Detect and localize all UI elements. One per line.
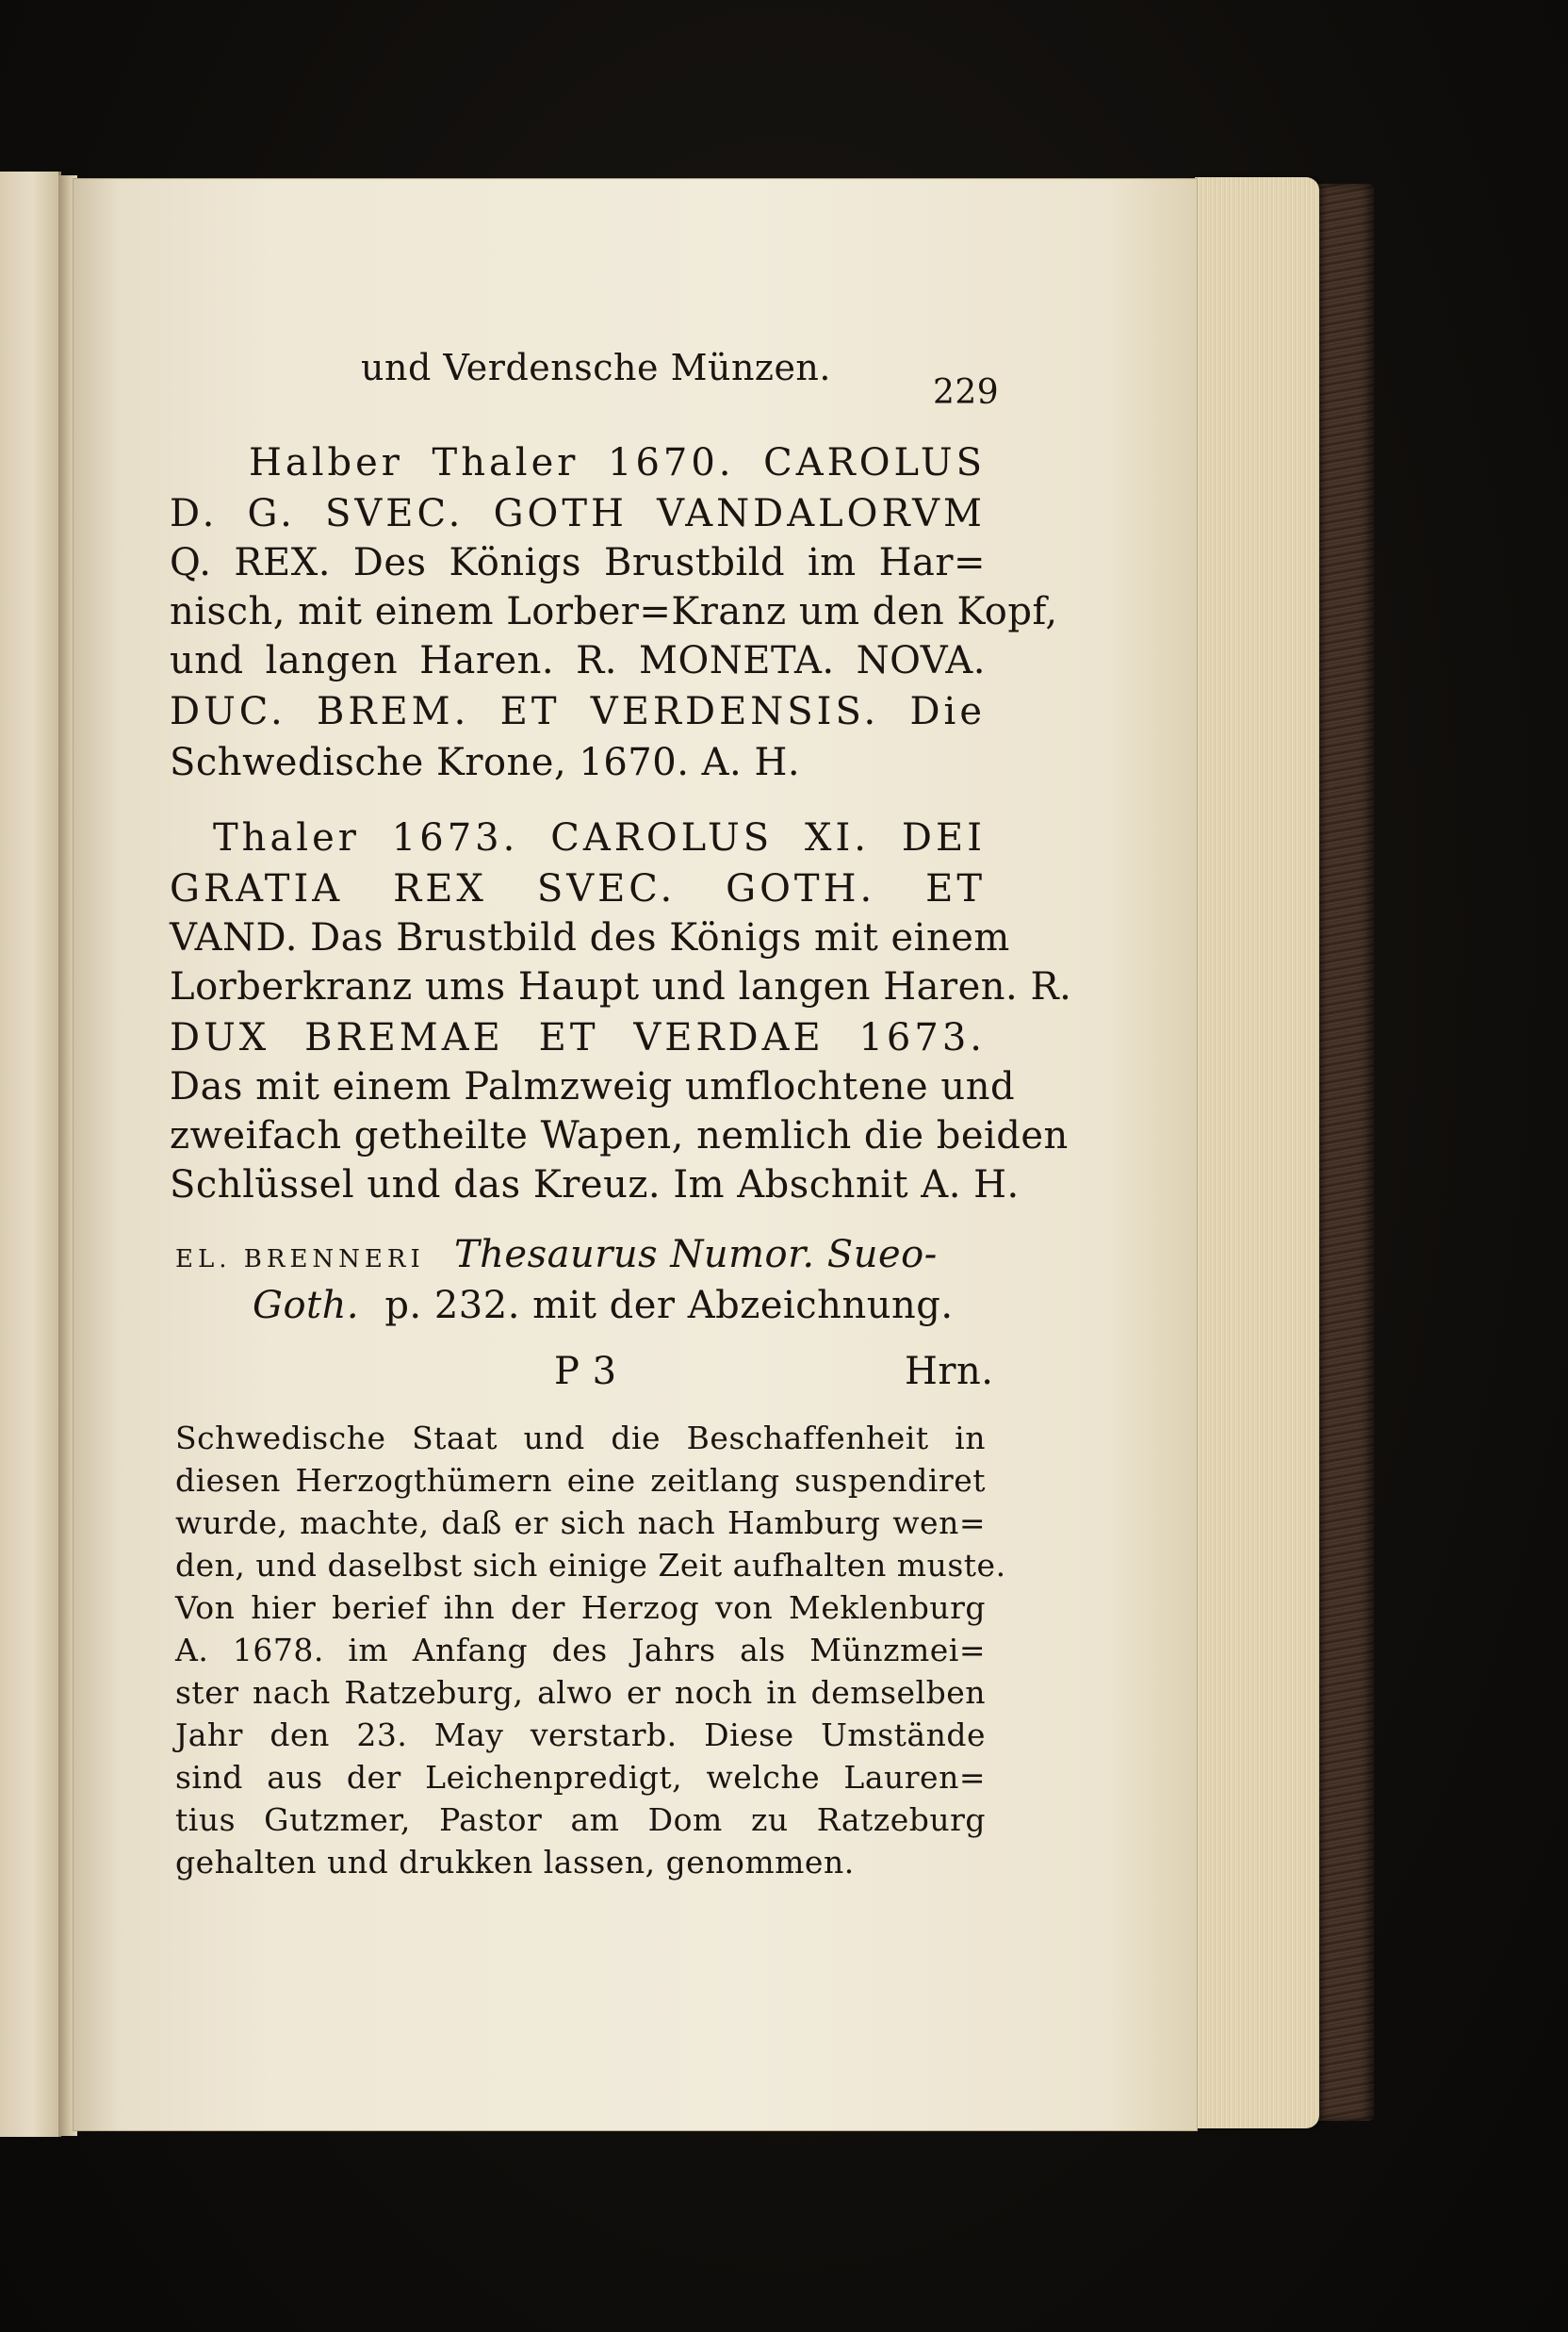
- paragraph-1-line: Halber Thaler 1670. CAROLUS: [249, 441, 986, 484]
- paragraph-1-line: Q. REX. Des Königs Brustbild im Har=: [170, 541, 986, 584]
- reference-rest: p. 232. mit der Abzeichnung.: [384, 1284, 954, 1327]
- paragraph-2-line: VAND. Das Brustbild des Königs mit einem: [170, 916, 1010, 960]
- page-number: 229: [933, 373, 1000, 412]
- signature-mark: P 3: [554, 1350, 617, 1393]
- paragraph-1-line: und langen Haren. R. MONETA. NOVA.: [170, 639, 986, 682]
- reference-line-2: [253, 1284, 954, 1327]
- footnote-line: ster nach Ratzeburg, alwo er noch in demselben: [175, 1674, 986, 1711]
- paragraph-2-line: Schlüssel und das Kreuz. Im Abschnit A. H.: [170, 1163, 1020, 1207]
- page-text: [74, 179, 1197, 2130]
- reference-line-1: [175, 1233, 986, 1276]
- paragraph-1-line: DUC. BREM. ET VERDENSIS. Die: [170, 690, 986, 733]
- reference-title-cont: Goth.: [253, 1284, 360, 1327]
- paragraph-2-line: zweifach getheilte Wapen, nemlich die beiden: [170, 1114, 1069, 1158]
- footnote-line: A. 1678. im Anfang des Jahrs als Münzmei=: [175, 1632, 986, 1668]
- footnote-line: Von hier berief ihn der Herzog von Meklenburg: [175, 1589, 986, 1626]
- footnote-line: Schwedische Staat und die Beschaffenheit in: [175, 1420, 986, 1456]
- paragraph-1-line: D. G. SVEC. GOTH VANDALORVM: [170, 492, 986, 535]
- paragraph-1-line: Schwedische Krone, 1670. A. H.: [170, 741, 801, 784]
- footnote-line: gehalten und drukken lassen, genommen.: [175, 1844, 855, 1880]
- paragraph-2-line: Thaler 1673. CAROLUS XI. DEI: [213, 816, 986, 860]
- footnote-line: wurde, machte, daß er sich nach Hamburg wen=: [175, 1504, 986, 1541]
- paragraph-1-line: nisch, mit einem Lorber=Kranz um den Kopf,: [170, 590, 1058, 633]
- paragraph-2-line: GRATIA REX SVEC. GOTH. ET: [170, 867, 986, 911]
- paragraph-2-line: DUX BREMAE ET VERDAE 1673.: [170, 1016, 986, 1059]
- paragraph-2-line: Das mit einem Palmzweig umflochtene und: [170, 1065, 1016, 1109]
- book-page: [74, 179, 1197, 2130]
- page-block-edges: [1195, 177, 1319, 2128]
- footnote-line: tius Gutzmer, Pastor am Dom zu Ratzeburg: [175, 1801, 986, 1838]
- footnote-line: sind aus der Leichenpredigt, welche Lauren=: [175, 1759, 986, 1796]
- footnote-line: den, und daselbst sich einige Zeit aufhalten muste.: [175, 1547, 1006, 1584]
- running-title: und Verdensche Münzen.: [361, 347, 831, 388]
- paragraph-2-line: Lorberkranz ums Haupt und langen Haren. R.: [170, 965, 1072, 1009]
- left-facing-page: [0, 172, 61, 2137]
- footnote-line: diesen Herzogthümern eine zeitlang suspendiret: [175, 1462, 986, 1499]
- reference-author: EL. BRENNERI: [175, 1245, 425, 1273]
- footnote-line: Jahr den 23. May verstarb. Diese Umstände: [175, 1716, 986, 1753]
- catchword: Hrn.: [905, 1350, 994, 1393]
- reference-title: Thesaurus Numor. Sueo-: [453, 1233, 938, 1276]
